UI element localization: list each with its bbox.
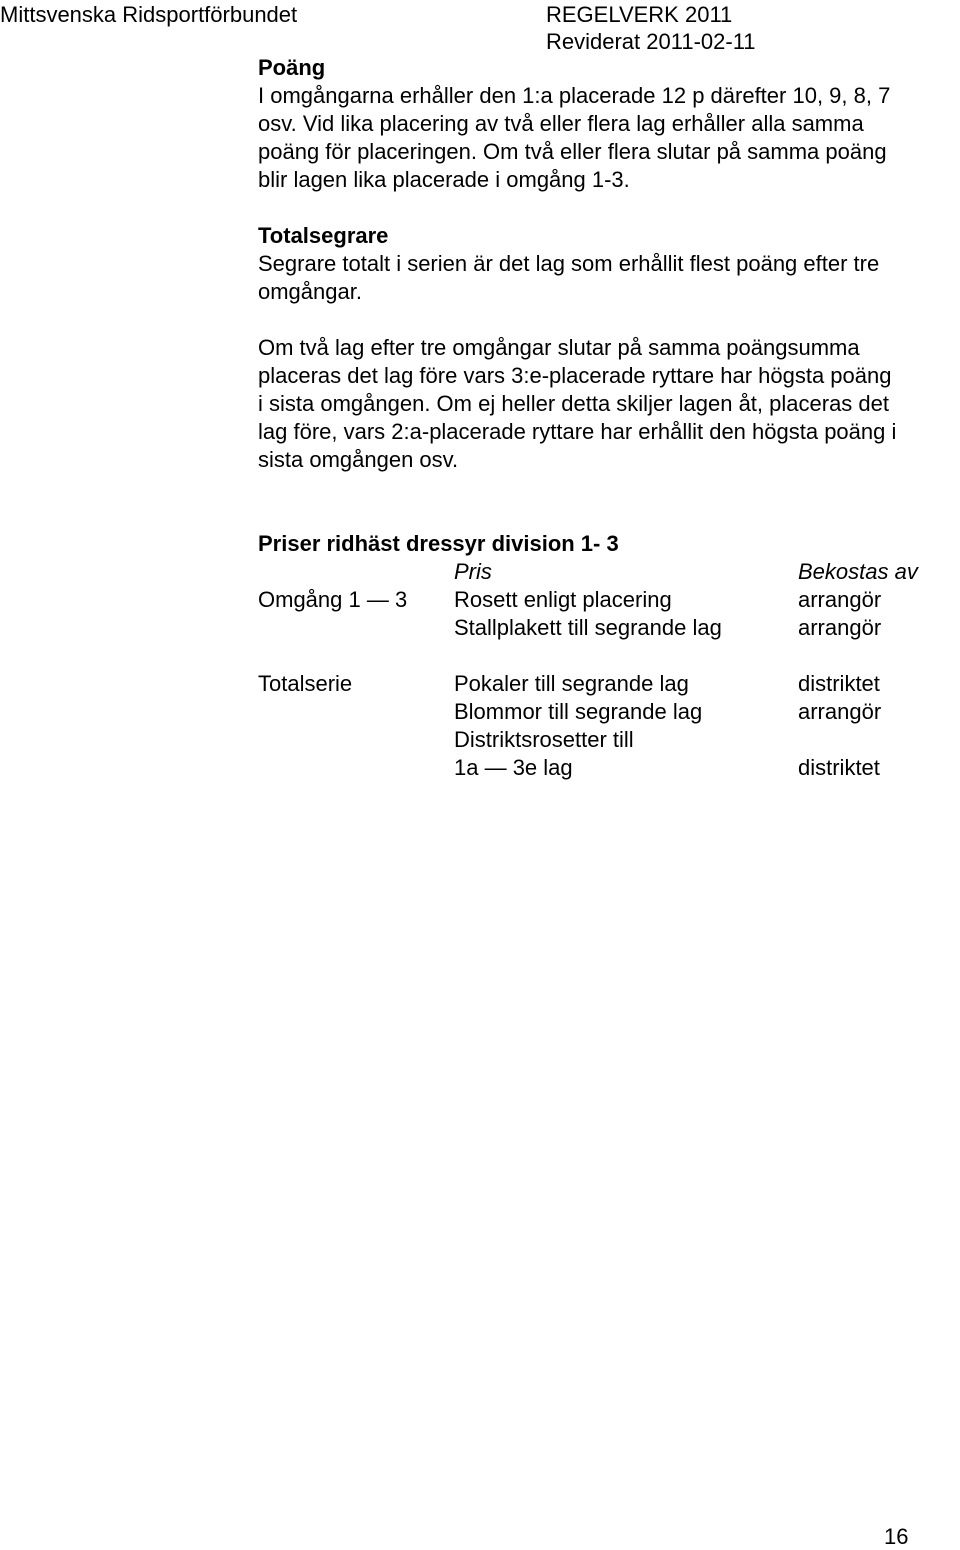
- text-line: Om två lag efter tre omgångar slutar på samma poängsumma: [258, 335, 860, 360]
- table-row: [258, 642, 958, 670]
- text-line: lag före, vars 2:a-placerade ryttare har erhållit den högsta poäng i: [258, 419, 897, 444]
- prizes-section: [258, 530, 958, 782]
- paid-by-cell: distriktet: [798, 755, 880, 780]
- header-organization: Mittsvenska Ridsportförbundet: [0, 2, 298, 27]
- section-tiebreak: [258, 334, 958, 474]
- prize-cell: Pokaler till segrande lag: [454, 671, 689, 696]
- prize-cell: Stallplakett till segrande lag: [454, 615, 722, 640]
- table-row: [258, 726, 958, 754]
- section-heading: Poäng: [258, 55, 326, 80]
- column-header-prize: Pris: [454, 559, 492, 584]
- paid-by-cell: arrangör: [798, 587, 882, 612]
- table-row: [258, 754, 958, 782]
- section-points: [258, 54, 958, 194]
- text-line: i sista omgången. Om ej heller detta skiljer lagen åt, placeras det: [258, 391, 889, 416]
- text-line: omgångar.: [258, 279, 362, 304]
- prize-cell: Distriktsrosetter till: [454, 727, 634, 752]
- text-line: poäng för placeringen. Om två eller flera slutar på samma poäng: [258, 139, 887, 164]
- text-line: blir lagen lika placerade i omgång 1-3.: [258, 167, 630, 192]
- table-row: [258, 670, 958, 698]
- section-total-winner: [258, 222, 958, 306]
- prize-cell: 1a — 3e lag: [454, 755, 573, 780]
- header-title: REGELVERK 2011: [546, 2, 733, 27]
- document-body: [258, 54, 958, 782]
- text-line: I omgångarna erhåller den 1:a placerade 12 p därefter 10, 9, 8, 7: [258, 83, 891, 108]
- table-row: [258, 614, 958, 642]
- text-line: Segrare totalt i serien är det lag som erhållit flest poäng efter tre: [258, 251, 880, 276]
- paid-by-cell: distriktet: [798, 671, 880, 696]
- prize-cell: Rosett enligt placering: [454, 587, 672, 612]
- round-cell: Totalserie: [258, 671, 353, 696]
- paid-by-cell: arrangör: [798, 615, 882, 640]
- paid-by-cell: arrangör: [798, 699, 882, 724]
- header-revision: Reviderat 2011-02-11: [546, 29, 756, 54]
- prizes-column-headers: [258, 558, 958, 586]
- text-line: placeras det lag före vars 3:e-placerade ryttare har högsta poäng: [258, 363, 892, 388]
- prize-cell: Blommor till segrande lag: [454, 699, 703, 724]
- text-line: osv. Vid lika placering av två eller flera lag erhåller alla samma: [258, 111, 864, 136]
- section-heading: Totalsegrare: [258, 223, 389, 248]
- page-number: 16: [884, 1524, 909, 1549]
- prizes-heading: Priser ridhäst dressyr division 1- 3: [258, 531, 619, 556]
- round-cell: Omgång 1 — 3: [258, 587, 408, 612]
- table-row: [258, 586, 958, 614]
- column-header-paid-by: Bekostas av: [798, 559, 918, 584]
- text-line: sista omgången osv.: [258, 447, 459, 472]
- table-row: [258, 698, 958, 726]
